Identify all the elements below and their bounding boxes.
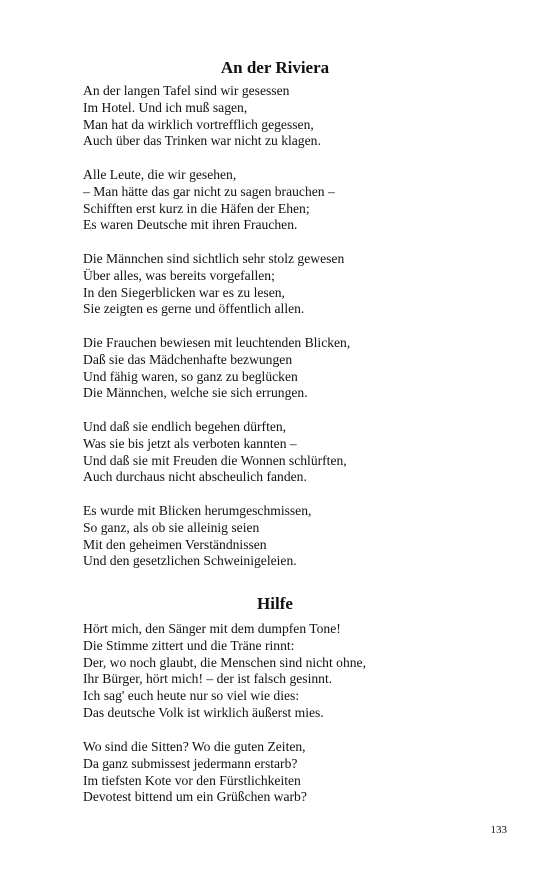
verse-line: Da ganz submissest jedermann erstarb? (83, 755, 298, 771)
verse-line: Schifften erst kurz in die Häfen der Ehen; (83, 200, 310, 216)
stanza (83, 167, 523, 234)
verse-line: In den Siegerblicken war es zu lesen, (83, 284, 285, 300)
verse-line: Über alles, was bereits vorgefallen; (83, 267, 275, 283)
verse-line: Was sie bis jetzt als verboten kannten – (83, 435, 297, 451)
verse-line: Und den gesetzlichen Schweinigeleien. (83, 553, 297, 569)
stanza (83, 621, 523, 722)
poem-title: An der Riviera (220, 58, 330, 77)
verse-line: Und fähig waren, so ganz zu beglücken (83, 368, 298, 384)
verse-line: Auch durchaus nicht abscheulich fanden. (83, 469, 307, 485)
verse-line: Und daß sie mit Freuden die Wonnen schlürften, (83, 452, 347, 468)
page-number: 133 (490, 824, 507, 836)
verse-line: Auch über das Trinken war nicht zu klagen. (83, 133, 321, 149)
verse-line: Im Hotel. Und ich muß sagen, (83, 99, 248, 115)
verse-line: Und daß sie endlich begehen dürften, (83, 419, 287, 434)
poem-title: Hilfe (257, 594, 293, 613)
verse-line: An der langen Tafel sind wir gesessen (83, 83, 290, 98)
verse-line: Der, wo noch glaubt, die Menschen sind nicht ohne, (83, 654, 366, 670)
verse-line: Ihr Bürger, hört mich! – der ist falsch gesinnt. (83, 671, 333, 687)
stanza (83, 419, 523, 486)
stanza (83, 739, 523, 806)
verse-line: Wo sind die Sitten? Wo die guten Zeiten, (83, 739, 306, 754)
verse-line: Die Männchen sind sichtlich sehr stolz gewesen (83, 251, 345, 266)
verse-line: So ganz, als ob sie alleinig seien (83, 519, 260, 535)
verse-line: Mit den geheimen Verständnissen (83, 536, 267, 552)
verse-line: Die Männchen, welche sie sich errungen. (83, 385, 308, 401)
verse-line: Ich sag' euch heute nur so viel wie dies: (83, 688, 300, 704)
verse-line: Im tiefsten Kote vor den Fürstlichkeiten (83, 772, 301, 788)
verse-line: Es waren Deutsche mit ihren Frauchen. (83, 217, 298, 233)
verse-line: Das deutsche Volk ist wirklich äußerst mies. (83, 704, 324, 720)
verse-line: Man hat da wirklich vortrefflich gegessen, (83, 116, 314, 132)
verse-line: Devotest bittend um ein Grüßchen warb? (83, 789, 307, 805)
stanza (83, 251, 523, 318)
stanza (83, 83, 523, 150)
verse-line: Alle Leute, die wir gesehen, (83, 167, 237, 182)
verse-line: Es wurde mit Blicken herumgeschmissen, (83, 503, 312, 518)
verse-line: Die Frauchen bewiesen mit leuchtenden Blicken, (83, 335, 351, 350)
verse-line: Daß sie das Mädchenhafte bezwungen (83, 351, 293, 367)
verse-line: Die Stimme zittert und die Träne rinnt: (83, 637, 295, 653)
stanza (83, 503, 523, 570)
verse-line: – Man hätte das gar nicht zu sagen brauchen – (83, 183, 335, 199)
stanza (83, 335, 523, 402)
verse-line: Sie zeigten es gerne und öffentlich allen. (83, 301, 305, 317)
verse-line: Hört mich, den Sänger mit dem dumpfen Tone! (83, 621, 341, 636)
